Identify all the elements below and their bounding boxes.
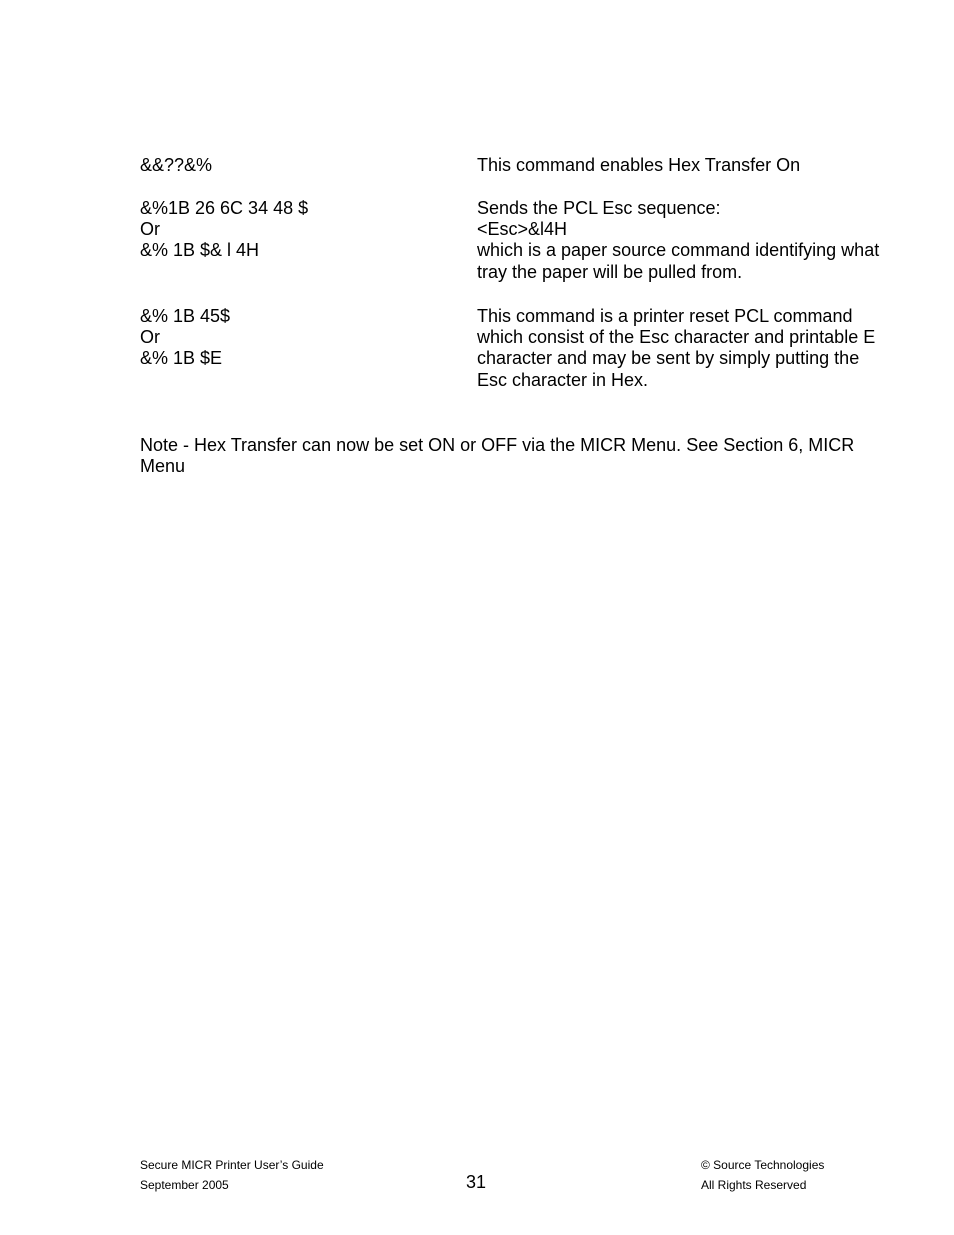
command-2-right-line-1: Sends the PCL Esc sequence: (477, 198, 721, 218)
command-2-right-line-4: tray the paper will be pulled from. (477, 262, 743, 282)
command-3-left-line-3: &% 1B $E (140, 348, 223, 368)
command-2-left-line-2: Or (140, 219, 160, 239)
footer-guide-title: Secure MICR Printer User’s Guide (140, 1158, 324, 1172)
command-2-left-line-1: &%1B 26 6C 34 48 $ (140, 198, 309, 218)
hex-transfer-note: Note - Hex Transfer can now be set ON or OFF via the MICR Menu. See Section 6, MICR Menu (140, 435, 855, 476)
command-2-right-line-2: <Esc>&l4H (477, 219, 568, 239)
command-3-left-line-1: &% 1B 45$ (140, 306, 231, 326)
command-2-left-line-3: &% 1B $& l 4H (140, 240, 260, 260)
command-2-right-line-3: which is a paper source command identifying what (477, 240, 880, 260)
command-3-right-line-4: Esc character in Hex. (477, 370, 649, 390)
command-1-right-line-1: This command enables Hex Transfer On (477, 155, 801, 175)
command-3-right-line-3: character and may be sent by simply putting the (477, 348, 860, 368)
command-3-right-line-2: which consist of the Esc character and printable E (477, 327, 876, 347)
footer-copyright: © Source Technologies (701, 1158, 825, 1172)
page-number: 31 (466, 1172, 487, 1192)
footer-date: September 2005 (140, 1178, 229, 1192)
command-1-left-line-1: &&??&% (140, 155, 213, 175)
command-3-right-line-1: This command is a printer reset PCL command (477, 306, 853, 326)
footer-rights: All Rights Reserved (701, 1178, 807, 1192)
command-3-left-line-2: Or (140, 327, 160, 347)
